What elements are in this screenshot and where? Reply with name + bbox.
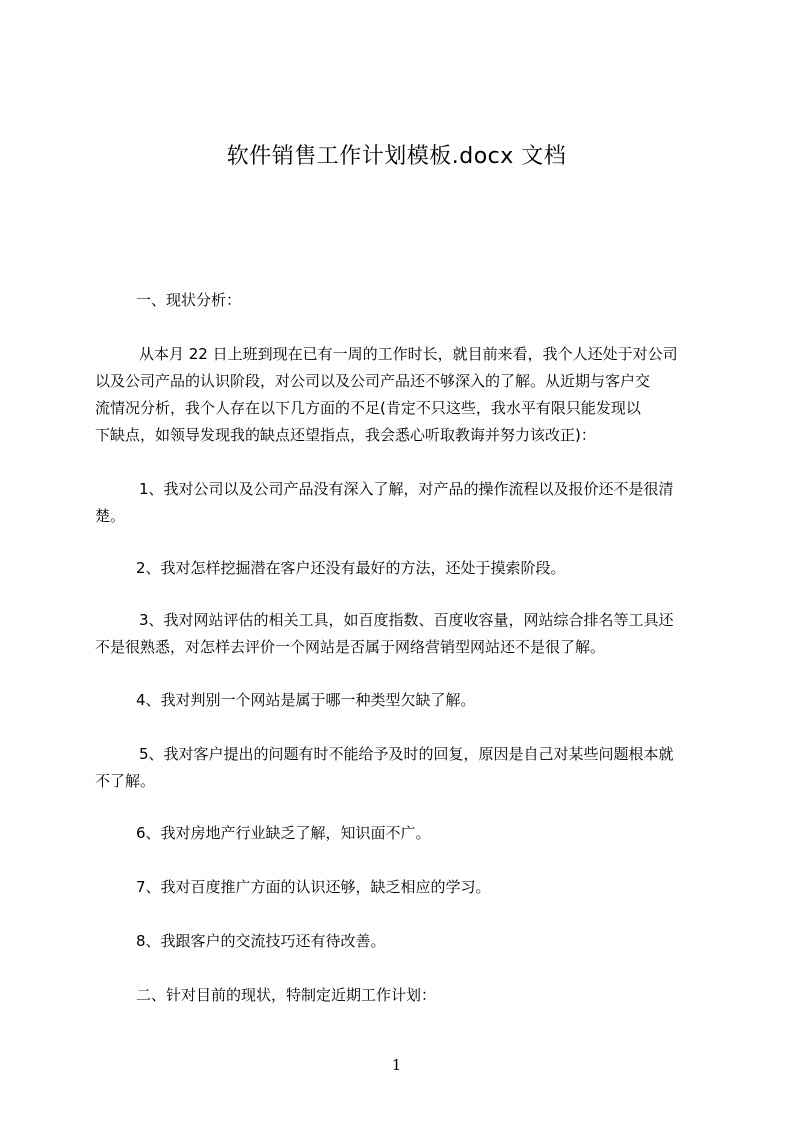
list-item-line: 8、我跟客户的交流技巧还有待改善。: [136, 932, 386, 950]
list-item-line: 2、我对怎样挖掘潜在客户还没有最好的方法，还处于摸索阶段。: [136, 559, 566, 577]
list-item-line: 1、我对公司以及公司产品没有深入了解，对产品的操作流程以及报价还不是很清: [139, 480, 674, 498]
list-item-line: 不了解。: [95, 772, 156, 790]
paragraph-line: 下缺点，如领导发现我的缺点还望指点，我会悉心听取教诲并努力该改正)：: [95, 426, 596, 444]
list-item-line: 4、我对判别一个网站是属于哪一种类型欠缺了解。: [136, 691, 476, 709]
document-title: 软件销售工作计划模板.docx 文档: [226, 144, 567, 169]
section-heading-status: 一、现状分析：: [136, 291, 242, 309]
paragraph-line: 从本月 22 日上班到现在已有一周的工作时长，就目前来看，我个人还处于对公司: [139, 345, 678, 363]
list-item-line: 不是很熟悉，对怎样去评价一个网站是否属于网络营销型网站还不是很了解。: [95, 638, 606, 656]
paragraph-line: 流情况分析，我个人存在以下几方面的不足(肯定不只这些，我水平有限只能发现以: [95, 399, 641, 417]
list-item-line: 5、我对客户提出的问题有时不能给予及时的回复，原因是自己对某些问题根本就: [139, 745, 674, 763]
section-heading-plan: 二、针对目前的现状，特制定近期工作计划：: [136, 986, 437, 1004]
list-item-line: 楚。: [95, 507, 126, 525]
list-item-line: 7、我对百度推广方面的认识还够，缺乏相应的学习。: [136, 878, 491, 896]
list-item-line: 6、我对房地产行业缺乏了解，知识面不广。: [136, 824, 431, 842]
list-item-line: 3、我对网站评估的相关工具，如百度指数、百度收容量，网站综合排名等工具还: [139, 611, 674, 629]
paragraph-line: 以及公司产品的认识阶段，对公司以及公司产品还不够深入的了解。从近期与客户交: [95, 372, 651, 390]
page-number: 1: [391, 1056, 402, 1074]
